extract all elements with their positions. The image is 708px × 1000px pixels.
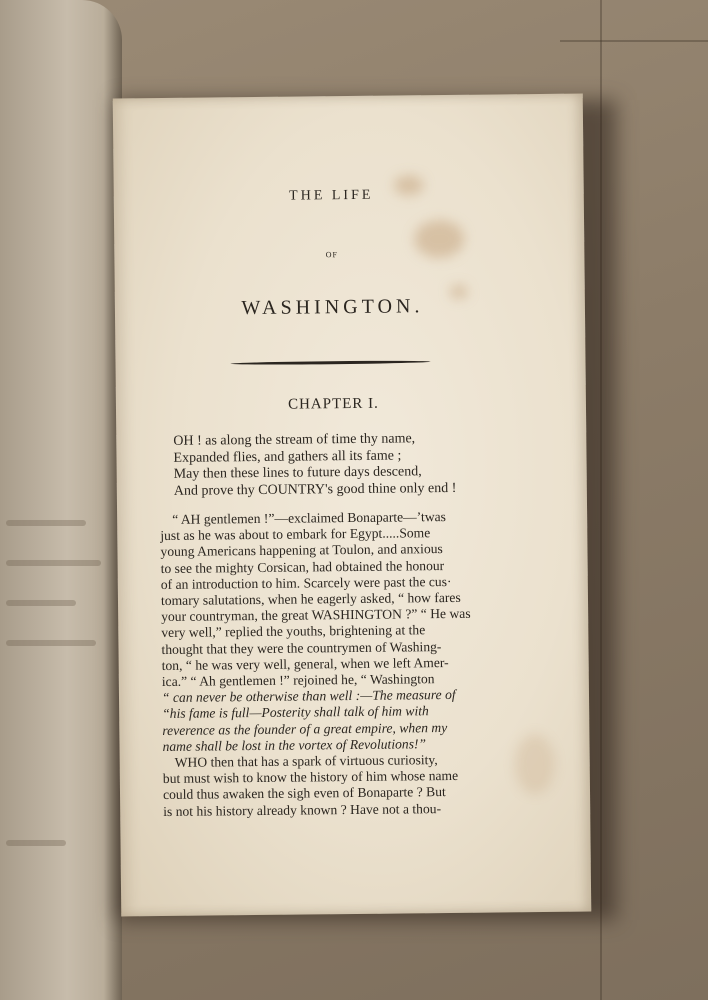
prose-line: thought that they were the countrymen of Washing- <box>161 638 442 657</box>
prose-line: to see the mighty Corsican, had obtained the honour <box>160 557 445 576</box>
prose-line: WHO then that has a spark of virtuous curiosity, <box>174 752 438 770</box>
bleed-through-text <box>6 520 86 526</box>
prose-line: “his fame is full—Posterity shall talk of him with <box>162 703 429 722</box>
prose-line: of an introduction to him. Scarcely were past the cus· <box>160 573 452 592</box>
prose-line: could thus awaken the sigh even of Bonaparte ? But <box>162 784 446 803</box>
poem-line: OH ! as along the stream of time thy name, <box>173 431 416 449</box>
poem-line: Expanded flies, and gathers all its fame ; <box>173 447 402 466</box>
bleed-through-text <box>6 840 66 846</box>
title-main: WASHINGTON. <box>241 295 424 320</box>
prose-line: just as he was about to embark for Egypt.....Some <box>160 525 431 544</box>
prose-line: “ can never be otherwise than well :—The measure of <box>161 687 456 706</box>
bleed-through-text <box>6 560 101 566</box>
bleed-through-text <box>6 640 96 646</box>
left-page <box>0 0 122 1000</box>
prose-line: tomary salutations, when he eagerly asked, “ how fares <box>160 589 461 609</box>
book-page <box>113 94 592 917</box>
title-top: THE LIFE <box>289 187 374 204</box>
prose-line: “ AH gentlemen !”—exclaimed Bonaparte—’twas <box>172 509 447 527</box>
decorative-rule <box>230 360 430 365</box>
prose-line: reverence as the founder of a great empire, when my <box>162 719 448 738</box>
title-of: OF <box>325 250 339 260</box>
prose-line: name shall be lost in the vortex of Revolutions!” <box>162 736 427 754</box>
epigraph-poem <box>173 431 456 500</box>
prose-line: very well,” replied the youths, brightening at the <box>161 622 426 641</box>
prose-line: ton, “ he was very well, general, when we left Amer- <box>161 654 449 673</box>
prose-line: young Americans happening at Toulon, and anxious <box>160 541 443 560</box>
prose-line: your countryman, the great WASHINGTON ?” “ He was <box>161 605 471 625</box>
prose-line: but must wish to know the history of him whose name <box>162 768 459 787</box>
chapter-heading: CHAPTER I. <box>287 395 379 413</box>
cardboard-crease <box>560 40 708 42</box>
foxing-stain <box>514 734 555 794</box>
bleed-through-text <box>6 600 76 606</box>
body-text <box>160 508 518 820</box>
poem-line: And prove thy COUNTRY's good thine only end ! <box>173 480 457 499</box>
prose-line: ica.” “ Ah gentlemen !” rejoined he, “ Washington <box>161 671 435 690</box>
prose-line: is not his history already known ? Have not a thou- <box>163 800 442 819</box>
poem-line: May then these lines to future days descend, <box>173 464 422 482</box>
